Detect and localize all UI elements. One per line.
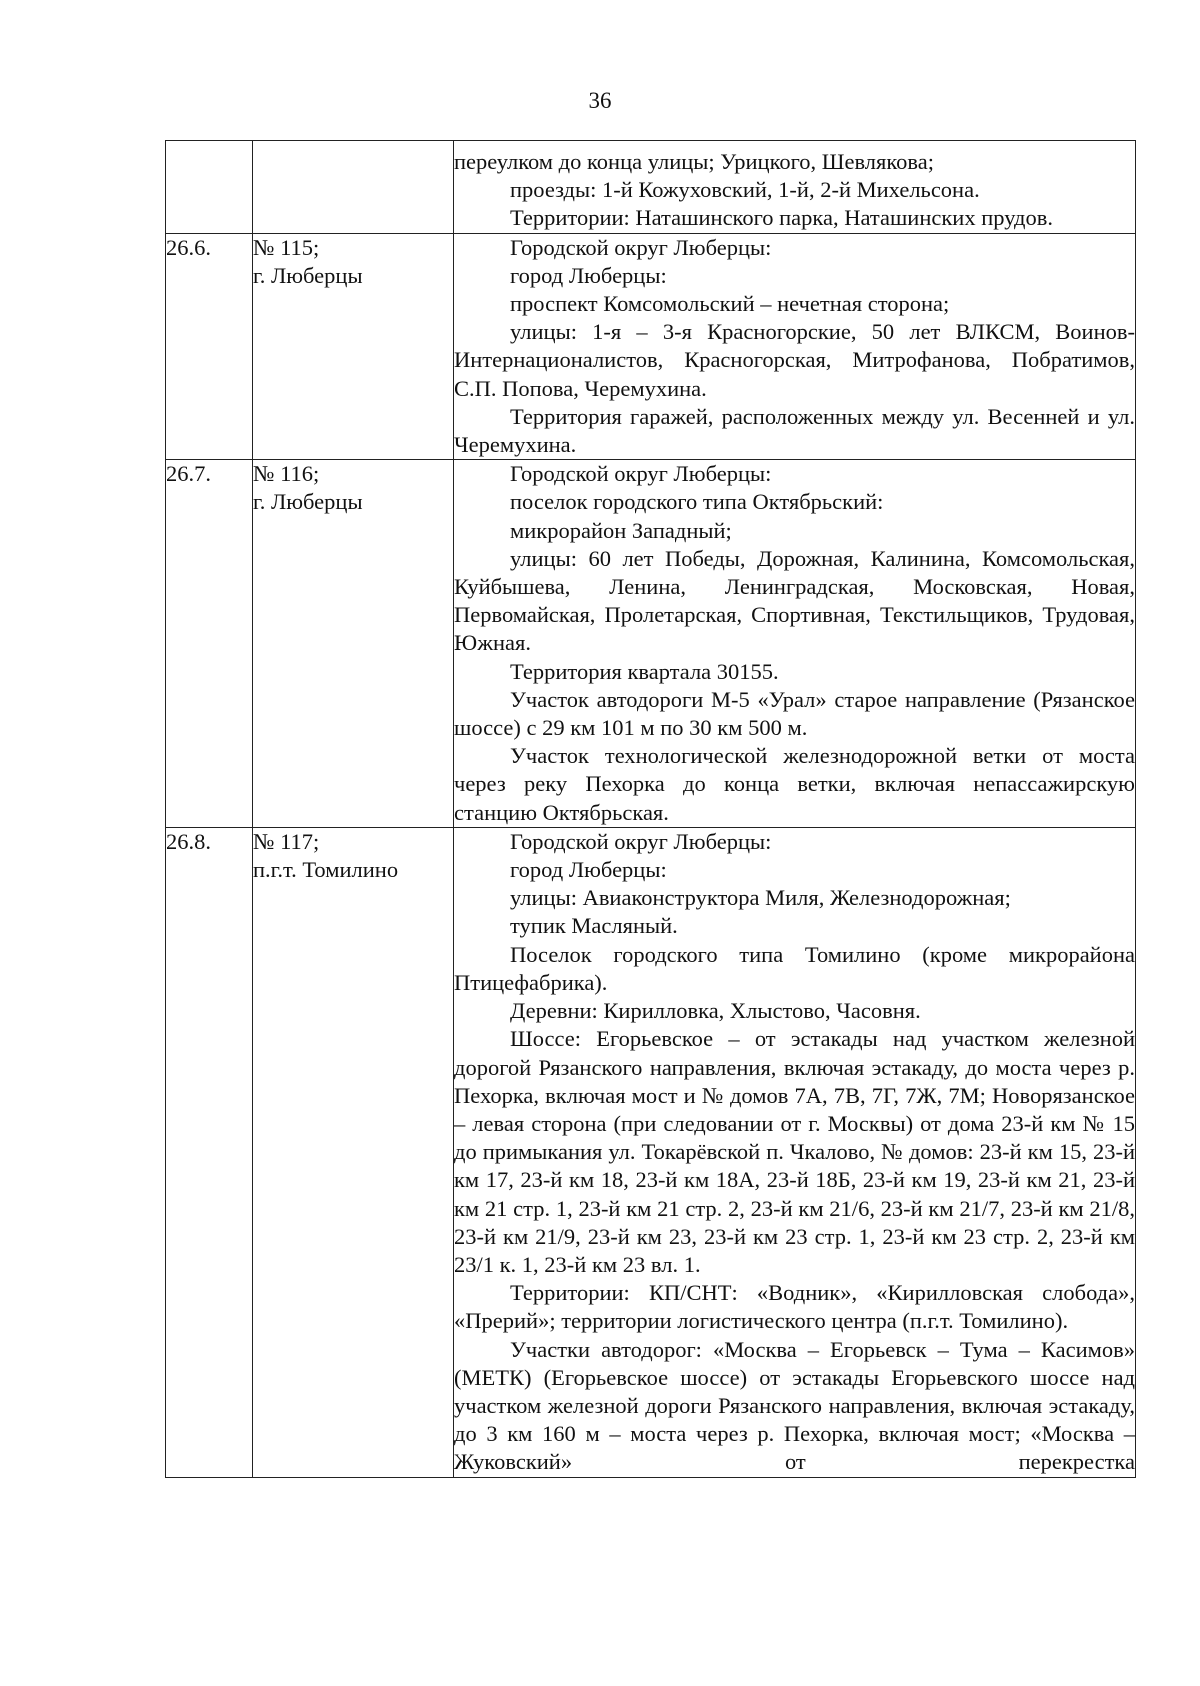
- districts-table: [165, 140, 1136, 1478]
- description-paragraph: переулком до конца улицы; Урицкого, Шевлякова;: [454, 149, 934, 174]
- description-paragraph: улицы: 1-я – 3-я Красногорские, 50 лет ВЛКСМ, Воинов-Интернационалистов, Красногорская, Митрофанова, Побратимов, С.П. Попова, Черемухина.: [454, 319, 1135, 401]
- description-paragraph: город Люберцы:: [510, 262, 667, 288]
- district-line: № 117;: [253, 828, 320, 854]
- row-number: 26.7.: [166, 460, 253, 828]
- description-paragraph: Деревни: Кирилловка, Хлыстово, Часовня.: [510, 998, 921, 1024]
- table-row: [166, 141, 1136, 234]
- description-paragraph: Территории: Наташинского парка, Наташинских прудов.: [510, 205, 1053, 231]
- description-paragraph: тупик Масляный.: [510, 913, 678, 939]
- description-paragraph: Шоссе: Егорьевское – от эстакады над участком железной дорогой Рязанского направления, включая эстакаду, до моста через р. Пехорка, включая мост и № домов 7А, 7В, 7Г, 7Ж, 7М; Новорязанское – левая сторона (при следовании от г. Москвы) от дома 23-й км № 15 до примыкания ул. Токарёвской п. Чкалово, № домов: 23-й км 15, 23-й км 17, 23-й км 18, 23-й км 18А, 23-й 18Б, 23-й км 19, 23-й км 21, 23-й км 21 стр. 1, 23-й км 21 стр. 2, 23-й км 21/6, 23-й км 21/7, 23-й км 21/8, 23-й км 21/9, 23-й км 23, 23-й км 23 стр. 1, 23-й км 23 стр. 2, 23-й км 23/1 к. 1, 23-й км 23 вл. 1.: [454, 1026, 1135, 1277]
- description-paragraph: Территория гаражей, расположенных между ул. Весенней и ул. Черемухина.: [454, 403, 1135, 458]
- page-number: 36: [588, 88, 612, 113]
- description-paragraph: Городской округ Люберцы:: [510, 234, 772, 260]
- district-cell: [253, 460, 454, 828]
- district-cell: [253, 141, 454, 234]
- description-paragraph: Участок технологической железнодорожной ветки от моста через реку Пехорка до конца ветки, включая непассажирскую станцию Октябрьская.: [454, 743, 1135, 825]
- table-row: [166, 460, 1136, 828]
- description-paragraph: улицы: 60 лет Победы, Дорожная, Калинина, Комсомольская, Куйбышева, Ленина, Ленинградская, Московская, Новая, Первомайская, Пролетарская, Спортивная, Текстильщиков, Трудовая, Южная.: [454, 545, 1135, 656]
- row-number: 26.6.: [166, 233, 253, 460]
- description-paragraph: проспект Комсомольский – нечетная сторона;: [510, 291, 950, 317]
- district-cell: [253, 827, 454, 1477]
- description-paragraph: Участки автодорог: «Москва – Егорьевск – Тума – Касимов» (МЕТК) (Егорьевское шоссе) от эстакады Егорьевского шоссе над участком железной дороги Рязанского направления, включая эстакаду, до 3 км 160 м – моста через р. Пехорка, включая мост; «Москва – Жуковский» от перекрестка: [454, 1336, 1135, 1475]
- table-row: [166, 827, 1136, 1477]
- district-line: г. Люберцы: [253, 489, 363, 515]
- description-paragraph: Участок автодороги М-5 «Урал» старое направление (Рязанское шоссе) с 29 км 101 м по 30 км 500 м.: [454, 686, 1135, 741]
- description-paragraph: улицы: Авиаконструктора Миля, Железнодорожная;: [510, 885, 1011, 911]
- description-paragraph: город Люберцы:: [510, 857, 667, 883]
- description-paragraph: Поселок городского типа Томилино (кроме микрорайона Птицефабрика).: [454, 941, 1135, 995]
- district-line: п.г.т. Томилино: [253, 857, 399, 883]
- description-paragraph: проезды: 1-й Кожуховский, 1-й, 2-й Михельсона.: [510, 177, 980, 203]
- row-number: 26.8.: [166, 827, 253, 1477]
- district-line: № 116;: [253, 461, 320, 487]
- description-paragraph: Городской округ Люберцы:: [510, 828, 772, 854]
- table-row: [166, 233, 1136, 460]
- district-cell: [253, 233, 454, 460]
- territory-description: [454, 141, 1136, 234]
- description-paragraph: Территории: КП/СНТ: «Водник», «Кирилловская слобода», «Прерий»; территории логистического центра (п.г.т. Томилино).: [454, 1280, 1135, 1334]
- territory-description: [454, 827, 1136, 1477]
- description-paragraph: микрорайон Западный;: [510, 517, 732, 543]
- district-line: № 115;: [253, 234, 320, 260]
- territory-description: [454, 460, 1136, 828]
- row-number: [166, 141, 253, 234]
- description-paragraph: Территория квартала 30155.: [510, 658, 779, 684]
- district-line: г. Люберцы: [253, 262, 363, 288]
- description-paragraph: поселок городского типа Октябрьский:: [510, 489, 884, 515]
- description-paragraph: Городской округ Люберцы:: [510, 461, 772, 487]
- territory-description: [454, 233, 1136, 460]
